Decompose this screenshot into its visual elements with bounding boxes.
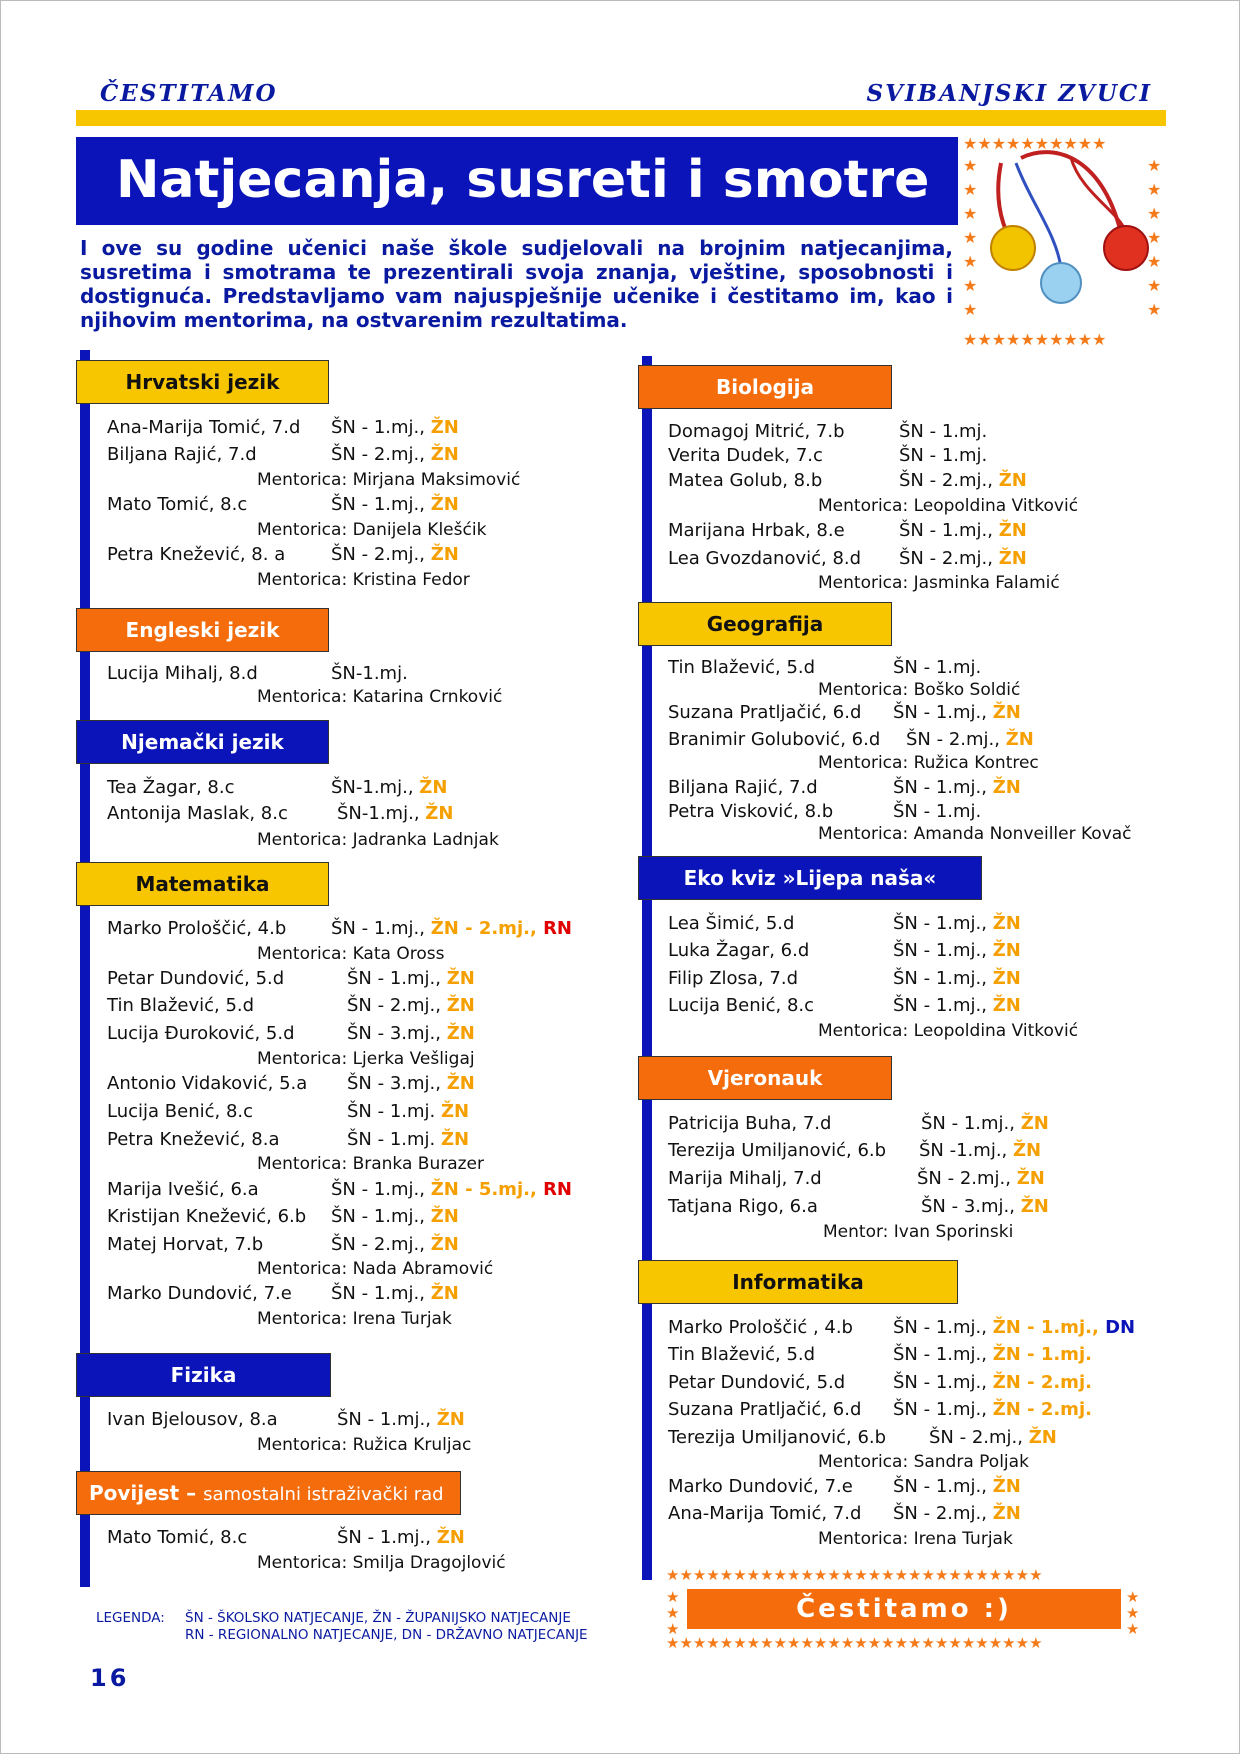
result: ŠN - 1.mj., ŽN - 2.mj., RN	[331, 918, 572, 939]
result: ŠN - 1.mj.	[893, 657, 982, 678]
mentor-label: Mentorica: Kata Oross	[257, 944, 445, 964]
list-item: Luka Žagar, 6.d	[668, 940, 810, 961]
mentor-label: Mentorica: Ljerka Vešligaj	[257, 1049, 475, 1069]
result: ŠN-1.mj., ŽN	[337, 803, 454, 824]
header-bar	[76, 110, 1166, 126]
section-header-biologija: Biologija	[638, 365, 892, 409]
result: ŠN - 1.mj. ŽN	[347, 1101, 470, 1122]
result: ŠN - 1.mj., ŽN	[893, 702, 1021, 723]
result: ŠN - 1.mj. ŽN	[347, 1129, 470, 1150]
mentor-label: Mentorica: Danijela Klešćik	[257, 520, 487, 540]
title-banner	[76, 137, 958, 225]
result: ŠN - 2.mj., ŽN	[331, 444, 459, 465]
result: ŠN - 1.mj., ŽN	[347, 968, 475, 989]
legend-line-2: RN - REGIONALNO NATJECANJE, DN - DRŽAVNO NATJECANJE	[185, 1627, 588, 1643]
result: ŠN - 1.mj., ŽN - 5.mj., RN	[331, 1179, 572, 1200]
list-item: Tatjana Rigo, 6.a	[668, 1196, 818, 1217]
list-item: Antonija Maslak, 8.c	[107, 803, 288, 824]
svg-text:★: ★	[1147, 180, 1162, 199]
list-item: Marko Dundović, 7.e	[107, 1283, 292, 1304]
section-header-engleski: Engleski jezik	[76, 608, 329, 652]
mentor-label: Mentorica: Leopoldina Vitković	[818, 1021, 1079, 1041]
page-number: 16	[90, 1664, 130, 1692]
mentor-label: Mentorica: Boško Soldić	[818, 680, 1021, 700]
section-header-fizika: Fizika	[76, 1353, 331, 1397]
list-item: Marijana Hrbak, 8.e	[668, 520, 845, 541]
list-item: Tea Žagar, 8.c	[107, 777, 235, 798]
svg-text:★: ★	[963, 180, 978, 199]
svg-text:★★★★★★★★★★★★★★★★★★★★★★★★★★★★: ★★★★★★★★★★★★★★★★★★★★★★★★★★★★	[666, 1634, 1043, 1650]
list-item: Petra Knežević, 8. a	[107, 544, 286, 565]
section-header-hrvatski: Hrvatski jezik	[76, 360, 329, 404]
list-item: Mato Tomić, 8.c	[107, 494, 248, 515]
list-item: Petra Knežević, 8.a	[107, 1129, 280, 1150]
result: ŠN - 1.mj., ŽN	[331, 417, 459, 438]
result: ŠN - 1.mj., ŽN	[893, 968, 1021, 989]
list-item: Patricija Buha, 7.d	[668, 1113, 832, 1134]
result: ŠN - 3.mj., ŽN	[921, 1196, 1049, 1217]
svg-text:★: ★	[1126, 1604, 1140, 1622]
mentor-label: Mentorica: Branka Burazer	[257, 1154, 485, 1174]
list-item: Tin Blažević, 5.d	[668, 1344, 816, 1365]
svg-text:★: ★	[1147, 156, 1162, 175]
result: ŠN - 1.mj., ŽN - 2.mj.	[893, 1399, 1092, 1420]
list-item: Lucija Đuroković, 5.d	[107, 1023, 295, 1044]
list-item: Petar Dundović, 5.d	[107, 968, 285, 989]
section-header-njemacki: Njemački jezik	[76, 720, 329, 764]
list-item: Marko Dundović, 7.e	[668, 1476, 853, 1497]
result: ŠN - 1.mj., ŽN	[921, 1113, 1049, 1134]
list-item: Filip Zlosa, 7.d	[668, 968, 798, 989]
svg-text:★★★★★★★★★★: ★★★★★★★★★★	[963, 330, 1107, 349]
header-left: ČESTITAMO	[100, 80, 278, 107]
result: ŠN - 1.mj., ŽN	[893, 1476, 1021, 1497]
mentor-label: Mentorica: Mirjana Maksimović	[257, 470, 521, 490]
list-item: Ana-Marija Tomić, 7.d	[668, 1503, 862, 1524]
list-item: Kristijan Knežević, 6.b	[107, 1206, 307, 1227]
list-item: Marija Mihalj, 7.d	[668, 1168, 822, 1189]
result: ŠN - 2.mj., ŽN	[917, 1168, 1045, 1189]
result: ŠN - 3.mj., ŽN	[347, 1073, 475, 1094]
list-item: Biljana Rajić, 7.d	[107, 444, 257, 465]
mentor-label: Mentorica: Leopoldina Vitković	[818, 496, 1079, 516]
svg-text:★: ★	[1126, 1588, 1140, 1606]
svg-text:★: ★	[1147, 252, 1162, 271]
right-column-line	[642, 356, 652, 1580]
section-header-informatika: Informatika	[638, 1260, 958, 1304]
svg-text:★: ★	[963, 300, 978, 319]
list-item: Ana-Marija Tomić, 7.d	[107, 417, 301, 438]
legend-label: LEGENDA:	[96, 1610, 165, 1626]
list-item: Petra Visković, 8.b	[668, 801, 834, 822]
header-right: SVIBANJSKI ZVUCI	[866, 80, 1152, 107]
mentor-label: Mentorica: Kristina Fedor	[257, 570, 470, 590]
result: ŠN - 2.mj., ŽN	[899, 548, 1027, 569]
list-item: Matej Horvat, 7.b	[107, 1234, 264, 1255]
list-item: Branimir Golubović, 6.d	[668, 729, 881, 750]
svg-text:★: ★	[666, 1620, 680, 1638]
result: ŠN - 2.mj., ŽN	[899, 470, 1027, 491]
svg-text:★: ★	[666, 1604, 680, 1622]
result: ŠN - 1.mj., ŽN	[893, 995, 1021, 1016]
list-item: Lucija Mihalj, 8.d	[107, 663, 258, 684]
result: ŠN - 1.mj., ŽN	[893, 913, 1021, 934]
section-header-povijest: Povijest – samostalni istraživački rad	[76, 1471, 461, 1515]
result: ŠN - 1.mj.	[899, 421, 988, 442]
mentor-label: Mentor: Ivan Sporinski	[823, 1222, 1014, 1242]
section-header-matematika: Matematika	[76, 862, 329, 906]
legend-line-1: ŠN - ŠKOLSKO NATJECANJE, ŽN - ŽUPANIJSKO NATJECANJE	[185, 1610, 571, 1626]
list-item: Marko Prološčić, 4.b	[107, 918, 287, 939]
mentor-label: Mentorica: Sandra Poljak	[818, 1452, 1029, 1472]
mentor-label: Mentorica: Irena Turjak	[818, 1529, 1013, 1549]
page-title: Natjecanja, susreti i smotre	[116, 150, 930, 210]
list-item: Suzana Pratljačić, 6.d	[668, 1399, 862, 1420]
mentor-label: Mentorica: Amanda Nonveiller Kovač	[818, 824, 1132, 844]
mentor-label: Mentorica: Jadranka Ladnjak	[257, 830, 499, 850]
result: ŠN - 1.mj., ŽN	[331, 494, 459, 515]
list-item: Antonio Vidaković, 5.a	[107, 1073, 308, 1094]
mentor-label: Mentorica: Katarina Crnković	[257, 687, 503, 707]
result: ŠN - 1.mj., ŽN	[893, 940, 1021, 961]
list-item: Marija Ivešić, 6.a	[107, 1179, 259, 1200]
intro-text: I ove su godine učenici naše škole sudjelovali na brojnim natjecanjima, susretima i smotrama te prezentirali svoja znanja, vještine, sposobnosti i dostignuća. Predstavljamo vam najuspješnije učenike i čestitamo im, kao i njihovim mentorima, na ostvarenim rezultatima.	[80, 236, 953, 332]
mentor-label: Mentorica: Ružica Kruljac	[257, 1435, 472, 1455]
svg-text:★: ★	[1147, 204, 1162, 223]
result: ŠN-1.mj., ŽN	[331, 777, 448, 798]
svg-text:★★★★★★★★★★: ★★★★★★★★★★	[963, 134, 1107, 153]
list-item: Verita Dudek, 7.c	[668, 445, 823, 466]
result: ŠN - 1.mj., ŽN - 1.mj., DN	[893, 1317, 1136, 1338]
left-column-line	[80, 350, 90, 1587]
mentor-label: Mentorica: Nada Abramović	[257, 1259, 494, 1279]
list-item: Matea Golub, 8.b	[668, 470, 823, 491]
svg-text:★: ★	[963, 204, 978, 223]
svg-text:★: ★	[666, 1588, 680, 1606]
section-header-geografija: Geografija	[638, 602, 892, 646]
result: ŠN - 2.mj., ŽN	[906, 729, 1034, 750]
result: ŠN - 2.mj., ŽN	[347, 995, 475, 1016]
section-header-vjeronauk: Vjeronauk	[638, 1056, 892, 1100]
result: ŠN - 2.mj., ŽN	[331, 544, 459, 565]
result: ŠN - 1.mj.	[893, 801, 982, 822]
list-item: Lea Gvozdanović, 8.d	[668, 548, 862, 569]
result: ŠN - 1.mj., ŽN	[893, 777, 1021, 798]
list-item: Mato Tomić, 8.c	[107, 1527, 248, 1548]
result: ŠN - 1.mj., ŽN	[899, 520, 1027, 541]
result: ŠN - 1.mj., ŽN - 1.mj.	[893, 1344, 1092, 1365]
list-item: Marko Prološčić , 4.b	[668, 1317, 853, 1338]
result: ŠN-1.mj.	[331, 663, 408, 684]
result: ŠN - 1.mj., ŽN	[331, 1206, 459, 1227]
medals-image	[961, 133, 1165, 351]
result: ŠN - 1.mj., ŽN	[331, 1283, 459, 1304]
mentor-label: Mentorica: Irena Turjak	[257, 1309, 452, 1329]
list-item: Tin Blažević, 5.d	[668, 657, 816, 678]
list-item: Tin Blažević, 5.d	[107, 995, 255, 1016]
result: ŠN -1.mj., ŽN	[919, 1140, 1042, 1161]
result: ŠN - 1.mj., ŽN	[337, 1527, 465, 1548]
result: ŠN - 1.mj.	[899, 445, 988, 466]
congrats-banner: Čestitamo :)	[687, 1589, 1121, 1629]
svg-text:★: ★	[963, 276, 978, 295]
section-header-eko-kviz: Eko kviz »Lijepa naša«	[638, 856, 982, 900]
mentor-label: Mentorica: Ružica Kontrec	[818, 753, 1039, 773]
list-item: Lucija Benić, 8.c	[668, 995, 815, 1016]
result: ŠN - 2.mj., ŽN	[331, 1234, 459, 1255]
list-item: Biljana Rajić, 7.d	[668, 777, 818, 798]
list-item: Lucija Benić, 8.c	[107, 1101, 254, 1122]
list-item: Suzana Pratljačić, 6.d	[668, 702, 862, 723]
result: ŠN - 1.mj., ŽN - 2.mj.	[893, 1372, 1092, 1393]
list-item: Terezija Umiljanović, 6.b	[668, 1427, 887, 1448]
svg-text:★: ★	[1147, 228, 1162, 247]
list-item: Terezija Umiljanović, 6.b	[668, 1140, 887, 1161]
list-item: Petar Dundović, 5.d	[668, 1372, 846, 1393]
svg-text:★: ★	[963, 228, 978, 247]
mentor-label: Mentorica: Smilja Dragojlović	[257, 1553, 506, 1573]
svg-text:★: ★	[1126, 1620, 1140, 1638]
svg-text:★★★★★★★★★★★★★★★★★★★★★★★★★★★★: ★★★★★★★★★★★★★★★★★★★★★★★★★★★★	[666, 1566, 1043, 1584]
list-item: Ivan Bjelousov, 8.a	[107, 1409, 278, 1430]
result: ŠN - 1.mj., ŽN	[337, 1409, 465, 1430]
mentor-label: Mentorica: Jasminka Falamić	[818, 573, 1060, 593]
list-item: Domagoj Mitrić, 7.b	[668, 421, 845, 442]
svg-text:★: ★	[963, 156, 978, 175]
svg-text:★: ★	[1147, 300, 1162, 319]
result: ŠN - 3.mj., ŽN	[347, 1023, 475, 1044]
result: ŠN - 2.mj., ŽN	[929, 1427, 1057, 1448]
svg-text:★: ★	[963, 252, 978, 271]
result: ŠN - 2.mj., ŽN	[893, 1503, 1021, 1524]
list-item: Lea Šimić, 5.d	[668, 913, 795, 934]
svg-text:★: ★	[1147, 276, 1162, 295]
